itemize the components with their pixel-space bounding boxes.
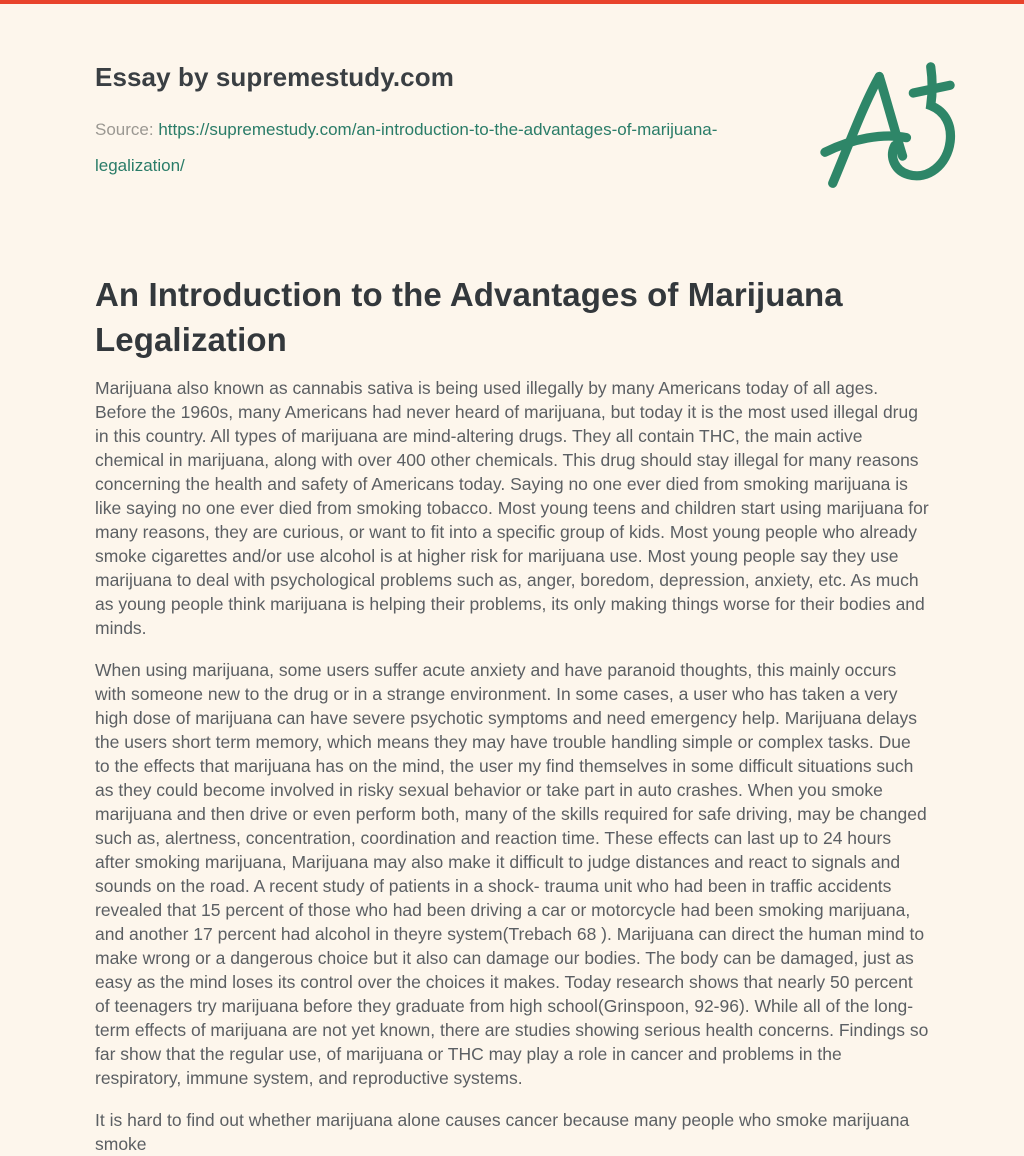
essay-content [95, 272, 929, 1156]
essay-paragraph: It is hard to find out whether marijuana alone causes cancer because many people who smoke marijuana smoke [95, 1110, 910, 1154]
source-line [95, 112, 800, 184]
essay-title: An Introduction to the Advantages of Marijuana Legalization [95, 276, 843, 358]
site-title: Essay by supremestudy.com [95, 62, 454, 92]
source-label: Source: [95, 120, 154, 139]
essay-paragraph: When using marijuana, some users suffer acute anxiety and have paranoid thoughts, this mainly occurs with someone new to the drug or in a strange environment. In some cases, a user who has taken a very high dose of marijuana can have severe psychotic symptoms and need emergency help. Marijuana delays the users short term memory, which means they may have trouble handling simple or complex tasks. Due to the effects that marijuana has on the mind, the user my find themselves in some difficult situations such as they could become involved in risky sexual behavior or take part in auto crashes. When you smoke marijuana and then drive or even perform both, many of the skills required for safe driving, may be changed such as, alertness, concentration, coordination and reaction time. These effects can last up to 24 hours after smoking marijuana, Marijuana may also make it difficult to judge distances and react to signals and sounds on the road. A recent study of patients in a shock- trauma unit who had been in traffic accidents revealed that 15 percent of those who had been driving a car or motorcycle had been smoking marijuana, and another 17 percent had alcohol in theyre system(Trebach 68 ). Marijuana can direct the human mind to make wrong or a dangerous choice but it also can damage our bodies. The body can be damaged, just as easy as the mind loses its control over the choices it makes. Today research shows that nearly 50 percent of teenagers try marijuana before they graduate from high school(Grinspoon, 92-96). While all of the long-term effects of marijuana are not yet known, there are studies showing serious health concerns. Findings so far show that the regular use, of marijuana or THC may play a role in cancer and problems in the respiratory, immune system, and reproductive systems. [95, 660, 929, 1088]
page-container [0, 4, 1024, 1156]
a-plus-logo-icon [820, 61, 958, 193]
site-header [95, 4, 929, 184]
essay-paragraph: Marijuana also known as cannabis sativa is being used illegally by many Americans today of all ages. Before the 1960s, many Americans had never heard of marijuana, but today it is the most used illegal drug in this country. All types of marijuana are mind-altering drugs. They all contain THC, the main active chemical in marijuana, along with over 400 other chemicals. This drug should stay illegal for many reasons concerning the health and safety of Americans today. Saying no one ever died from smoking marijuana is like saying no one ever died from smoking tobacco. Most young teens and children start using marijuana for many reasons, they are curious, or want to fit into a specific group of kids. Most young people who already smoke cigarettes and/or use alcohol is at higher risk for marijuana use. Most young people say they use marijuana to deal with psychological problems such as, anger, boredom, depression, anxiety, etc. As much as young people think marijuana is helping their problems, its only making things worse for their bodies and minds. [95, 378, 929, 638]
source-link[interactable]: https://supremestudy.com/an-introduction-to-the-advantages-of-marijuana-legalization/ [95, 120, 718, 175]
essay-body [95, 376, 929, 1156]
